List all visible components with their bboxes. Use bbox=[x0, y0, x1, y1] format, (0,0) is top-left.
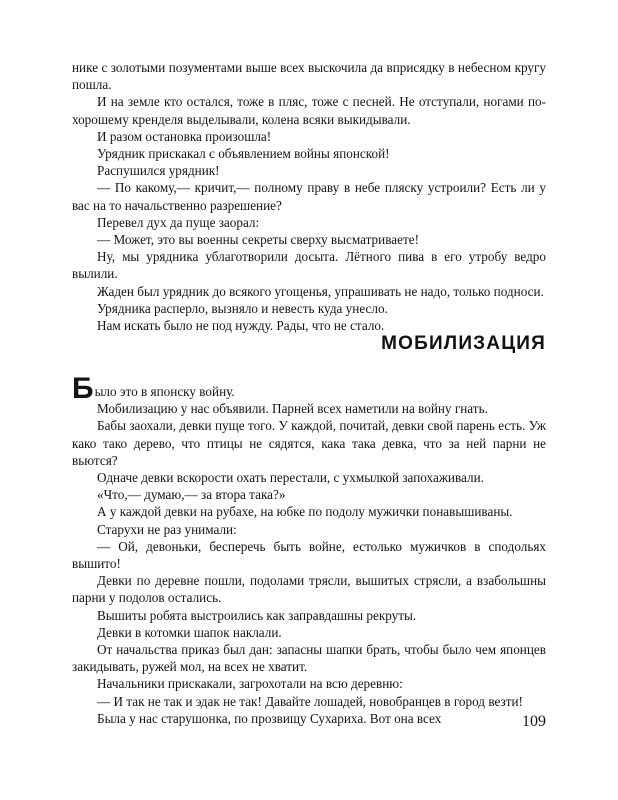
paragraph: Бабы заохали, девки пуще того. У каждой, почитай, девки свой парень есть. Уж како тако дерево, что птицы не сядятся, кака така девка, что за ней парни не вьются? bbox=[72, 418, 546, 468]
paragraph: Девки в котомки шапок наклали. bbox=[97, 624, 282, 640]
opening-paragraph bbox=[72, 372, 546, 405]
paragraph: — Может, это вы военны секреты сверху высматриваете! bbox=[97, 232, 419, 248]
story-body bbox=[72, 372, 546, 727]
paragraph: Одначе девки вскорости охать перестали, с ухмылкой запохаживали. bbox=[97, 470, 484, 486]
paragraph: Нам искать было не под нужду. Рады, что не стало. bbox=[97, 318, 385, 334]
paragraph: — И так не так и эдак не так! Давайте лошадей, новобранцев в город везти! bbox=[97, 693, 523, 709]
paragraph: А у каждой девки на рубахе, на юбке по подолу мужички понавышиваны. bbox=[97, 504, 513, 520]
paragraph: «Что,— думаю,— за втора така?» bbox=[97, 487, 286, 503]
drop-cap-letter: Б bbox=[72, 372, 94, 405]
paragraph: Ну, мы урядника ублаготворили досыта. Лётного пива в его утробу ведро вылили. bbox=[72, 249, 546, 282]
paragraph: И разом остановка произошла! bbox=[97, 128, 272, 144]
paragraph: Урядник прискакал с объявлением войны японской! bbox=[97, 146, 390, 162]
paragraph: Девки по деревне пошли, подолами трясли, вышитых стрясли, а взабольшны парни у подолов остались. bbox=[72, 573, 546, 606]
page-number: 109 bbox=[522, 713, 546, 730]
paragraph: — Ой, девоньки, бесперечь быть войне, естолько мужичков в сподольях вышито! bbox=[72, 538, 546, 572]
previous-story-ending bbox=[72, 59, 546, 334]
paragraph: нике с золотыми позументами выше всех выскочила да вприсядку в небесном кругу пошла. bbox=[72, 60, 546, 93]
story-title: МОБИЛИЗАЦИЯ bbox=[381, 333, 546, 354]
paragraph: Вышиты робята выстроились как заправдашны рекруты. bbox=[97, 607, 417, 623]
paragraph: Начальники прискакали, загрохотали на всю деревню: bbox=[97, 676, 403, 692]
paragraph: Перевел дух да пуще заорал: bbox=[97, 214, 260, 230]
paragraph: Жаден был урядник до всякого угощенья, упрашивать не надо, только подноси. bbox=[97, 283, 544, 299]
paragraph: Была у нас старушонка, по прозвищу Сухариха. Вот она всех bbox=[97, 710, 442, 726]
paragraph: И на земле кто остался, тоже в пляс, тоже с песней. Не отступали, ногами по-хорошему кренделя выделывали, колена всяки выкидывали. bbox=[72, 94, 546, 127]
paragraph: — По какому,— кричит,— полному праву в небе пляску устроили? Есть ли у вас на то начальственно разрешение? bbox=[72, 180, 546, 213]
paragraph: Мобилизацию у нас объявили. Парней всех наметили на войну гнать. bbox=[97, 401, 488, 417]
opening-text: ыло это в японску войну. bbox=[94, 384, 235, 399]
paragraph: Распушился урядник! bbox=[97, 163, 220, 179]
paragraph: Старухи не раз унимали: bbox=[97, 521, 237, 537]
paragraph: От начальства приказ был дан: запасны шапки брать, чтобы было чем японцев закидывать, ружей мол, на всех не хватит. bbox=[72, 642, 546, 675]
paragraph: Урядника расперло, вызняло и невесть куда унесло. bbox=[97, 300, 388, 316]
